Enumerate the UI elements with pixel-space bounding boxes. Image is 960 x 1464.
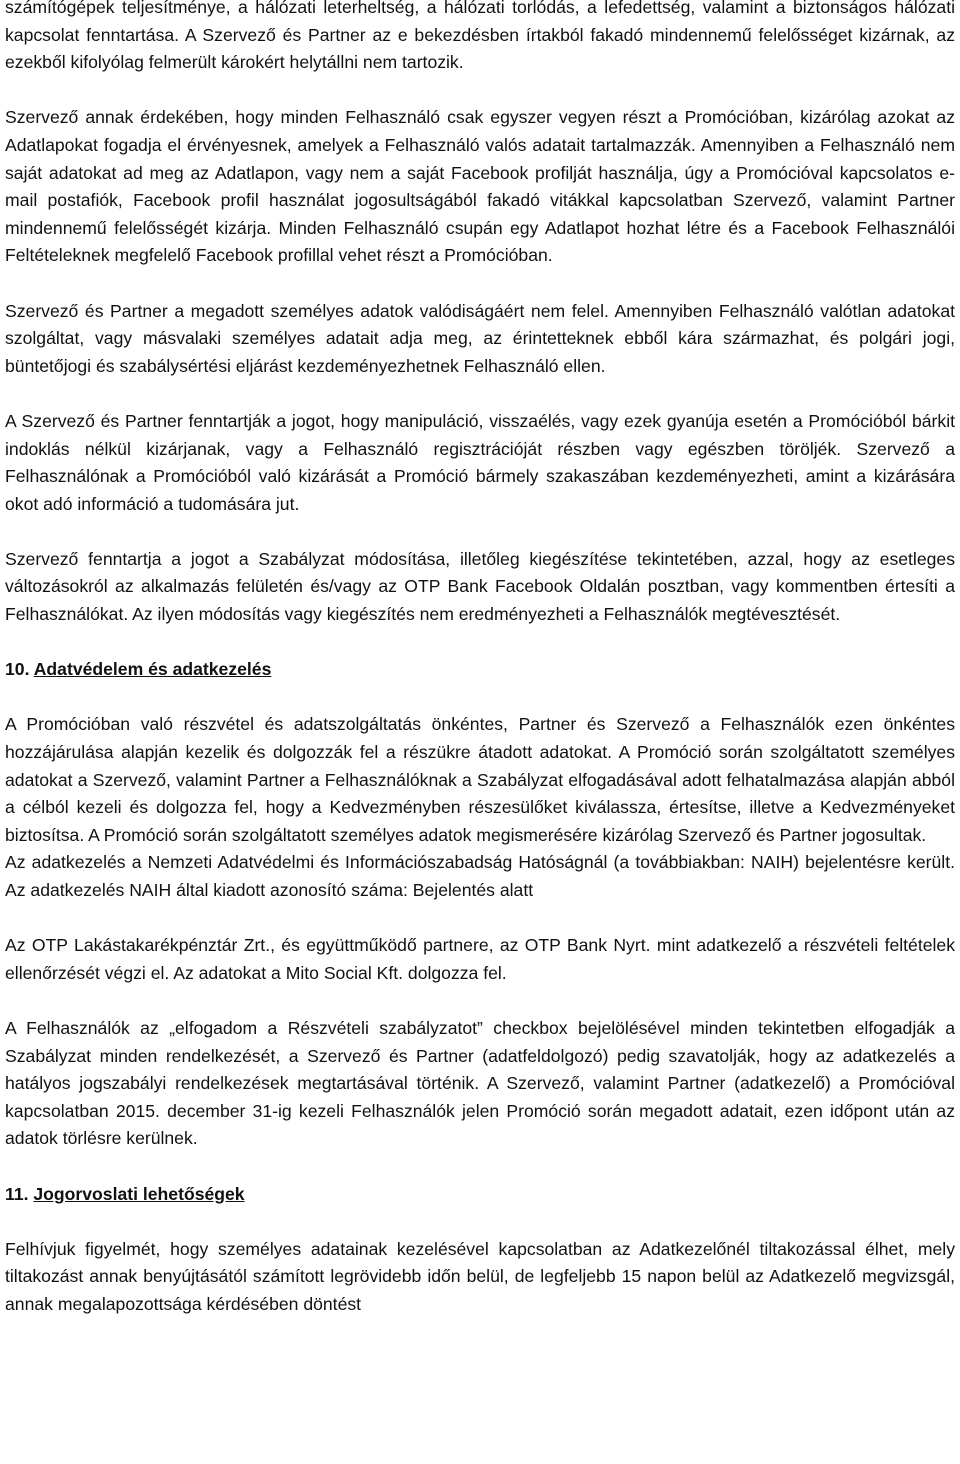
document-page	[5, 0, 955, 1319]
section-heading-10	[5, 656, 955, 684]
paragraph-spacer	[5, 684, 955, 712]
paragraph-spacer	[5, 518, 955, 546]
paragraph-single-participation: Szervező annak érdekében, hogy minden Felhasználó csak egyszer vegyen részt a Promócióban, kizárólag azokat az Adatlapokat fogadja el érvényesnek, amelyek a Felhasználó valós adatait tartalmazzák. Amennyiben a Felhasználó nem saját adatokat ad meg az Adatlapon, vagy nem a saját Facebook profilját használja, úgy a Promócióval kapcsolatos e-mail postafiók, Facebook profil használat jogosultságából fakadó vitákkal kapcsolatban Szervező, valamint Partner mindennemű felelősségét kizárja. Minden Felhasználó csupán egy Adatlapot hozhat létre és a Facebook Felhasználói Feltételeknek megfelelő Facebook profillal vehet részt a Promócióban.	[5, 107, 955, 266]
paragraph-spacer	[5, 77, 955, 105]
paragraph-data-authenticity: Szervező és Partner a megadott személyes adatok valódiságáért nem felel. Amennyiben Felhasználó valótlan adatokat szolgáltat, vagy másvalaki személyes adatait adja meg, az érintetteknek ebből kára származhat, és polgári jogi, büntetőjogi és szabálysértési eljárást kezdeményezhetnek Felhasználó ellen.	[5, 300, 955, 376]
section-number: 10.	[5, 659, 30, 680]
section-title: Adatvédelem és adatkezelés	[33, 659, 272, 680]
paragraph-exclusion-rights: A Szervező és Partner fenntartják a jogot, hogy manipuláció, visszaélés, vagy ezek gyanúja esetén a Promócióból bárkit indoklás nélkül kizárjanak, vagy a Felhasználó regisztrációját részben vagy egészben töröljék. Szervező a Felhasználónak a Promócióból való kizárását a Promóció bármely szakaszában kezdeményezheti, amint a kizárására okot adó információ a tudomására jut.	[5, 410, 955, 514]
paragraph-network-liability: számítógépek teljesítménye, a hálózati leterheltség, a hálózati torlódás, a lefedettség, valamint a biztonságos hálózati kapcsolat fenntartása. A Szervező és Partner az e bekezdésben írtakból fakadó mindennemű felelősséget kizárnak, az ezekből kifolyólag felmerült károkért helytállni nem tartozik.	[5, 0, 955, 73]
paragraph-spacer	[5, 905, 955, 933]
paragraph-rule-modification: Szervező fenntartja a jogot a Szabályzat módosítása, illetőleg kiegészítése tekintetében, azzal, hogy az esetleges változásokról az alkalmazás felületén és/vagy az OTP Bank Facebook Oldalán posztban, vagy kommentben értesíti a Felhasználókat. Az ilyen módosítás vagy kiegészítés nem eredményezheti a Felhasználók megtévesztését.	[5, 548, 955, 625]
paragraph-data-controller: Az OTP Lakástakarékpénztár Zrt., és együttműködő partnere, az OTP Bank Nyrt. mint adatkezelő a részvételi feltételek ellenőrzését végzi el. Az adatokat a Mito Social Kft. dolgozza fel.	[5, 935, 955, 983]
section-title: Jogorvoslati lehetőségek	[33, 1183, 245, 1204]
paragraph-spacer	[5, 270, 955, 298]
paragraph-spacer	[5, 629, 955, 657]
paragraph-checkbox-acceptance: A Felhasználók az „elfogadom a Részvételi szabályzatot” checkbox bejelölésével minden tekintetben elfogadják a Szabályzat minden rendelkezését, a Szervező és Partner (adatfeldolgozó) pedig szavatolják, hogy az adatkezelés a hatályos jogszabályi rendelkezések megtartásával történik. A Szervező, valamint Partner (adatkezelő) a Promócióval kapcsolatban 2015. december 31-ig kezeli Felhasználók jelen Promóció során megadott adatait, ezen időpont után az adatok törlésre kerülnek.	[5, 1017, 955, 1149]
paragraph-objection-right: Felhívjuk figyelmét, hogy személyes adatainak kezelésével kapcsolatban az Adatkezelőnél tiltakozással élhet, mely tiltakozást annak benyújtásától számított legrövidebb időn belül, de legfeljebb 15 napon belül az Adatkezelő megvizsgál, annak megalapozottsága kérdésében döntést	[5, 1238, 955, 1314]
section-number: 11.	[5, 1183, 29, 1204]
paragraph-spacer	[5, 1153, 955, 1181]
paragraph-naih-registration: Az adatkezelés a Nemzeti Adatvédelmi és Információszabadság Hatóságnál (a továbbiakban: NAIH) bejelentésre került. Az adatkezelés NAIH által kiadott azonosító száma: Bejelentés alatt	[5, 852, 955, 900]
paragraph-spacer	[5, 1208, 955, 1236]
paragraph-spacer	[5, 380, 955, 408]
paragraph-voluntary-data: A Promócióban való részvétel és adatszolgáltatás önkéntes, Partner és Szervező a Felhasználók ezen önkéntes hozzájárulása alapján kezelik és dolgozzák fel a részükre átadott adatokat. A Promóció során szolgáltatott személyes adatokat a Szervező, valamint Partner a Felhasználóknak a Szabályzat elfogadásával adott felhatalmazása alapján abból a célból kezeli és dolgozza fel, hogy a Kedvezményben részesülőket kiválassza, értesítse, illetve a Kedvezményeket biztosítsa. A Promóció során szolgáltatott személyes adatok megismerésére kizárólag Szervező és Partner jogosultak.	[5, 714, 955, 845]
section-heading-11	[5, 1181, 955, 1209]
paragraph-spacer	[5, 987, 955, 1015]
